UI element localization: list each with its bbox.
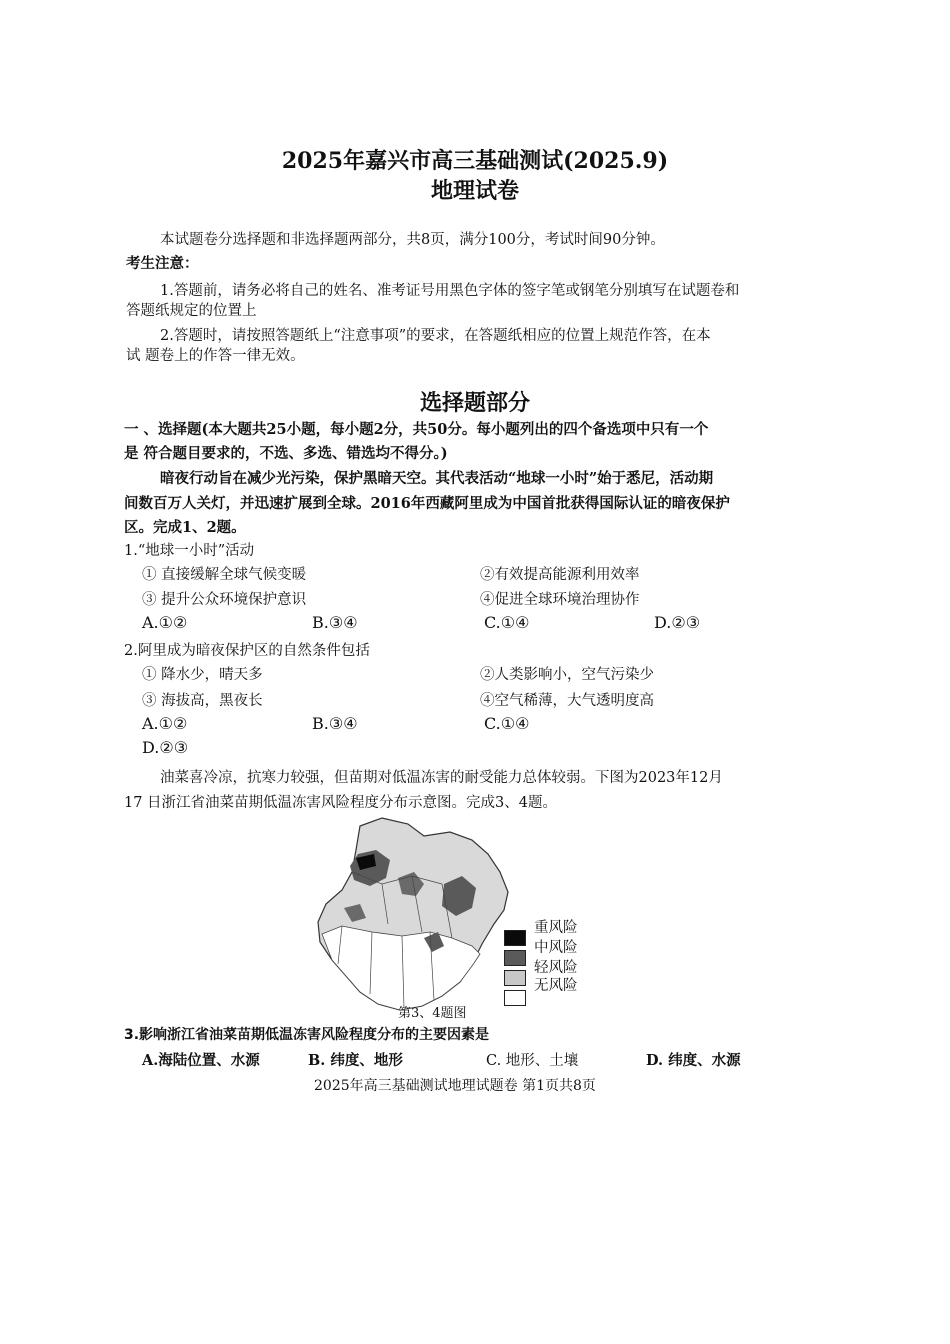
legend-medium-label: 中风险 xyxy=(534,940,578,956)
q2-statement-4: ④空气稀薄，大气透明度高 xyxy=(480,693,654,709)
passage-2-line-1: 油菜喜冷凉，抗寒力较强，但苗期对低温冻害的耐受能力总体较弱。下图为2023年12月 xyxy=(160,770,723,786)
q1-option-d: D.②③ xyxy=(654,613,701,632)
q2-statement-3: ③ 海拔高，黑夜长 xyxy=(142,693,263,709)
notice-label: 考生注意： xyxy=(126,255,199,272)
notice-1-line-1: 1.答题前，请务必将自己的姓名、准考证号用黑色字体的签字笔或钢笔分别填写在试题卷和 xyxy=(160,283,740,299)
q1-statement-3: ③ 提升公众环境保护意识 xyxy=(142,592,307,608)
q1-statement-4: ④促进全球环境治理协作 xyxy=(480,592,640,608)
q3-option-d: D. 纬度、水源 xyxy=(646,1052,741,1069)
q1-option-a: A.①② xyxy=(142,613,188,632)
q3-option-a: A.海陆位置、水源 xyxy=(142,1052,260,1069)
section-instruction-line-2: 是 符合题目要求的，不选、多选、错选均不得分。) xyxy=(124,445,448,462)
legend-light-swatch xyxy=(504,970,526,986)
question-1-stem: 1.“地球一小时”活动 xyxy=(124,543,255,559)
q2-statement-1: ① 降水少，晴天多 xyxy=(142,667,263,683)
question-2-stem: 2.阿里成为暗夜保护区的自然条件包括 xyxy=(124,643,370,659)
legend-medium-swatch xyxy=(504,950,526,966)
notice-2-line-2: 试 题卷上的作答一律无效。 xyxy=(126,348,305,364)
legend-heavy-swatch xyxy=(504,930,526,946)
legend-light-label: 轻风险 xyxy=(534,960,578,976)
legend-none-swatch xyxy=(504,990,526,1006)
figure-caption: 第3、4题图 xyxy=(398,1006,467,1021)
passage-1-line-3: 区。完成1、2题。 xyxy=(124,519,246,536)
q2-option-b: B.③④ xyxy=(312,714,358,733)
q2-option-c: C.①④ xyxy=(484,714,530,733)
notice-2-line-1: 2.答题时，请按照答题纸上“注意事项”的要求，在答题纸相应的位置上规范作答，在本 xyxy=(160,328,711,344)
passage-1-line-2: 间数百万人关灯，并迅速扩展到全球。2016年西藏阿里成为中国首批获得国际认证的暗夜保护 xyxy=(124,495,730,512)
q1-statement-2: ②有效提高能源利用效率 xyxy=(480,567,640,583)
notice-1-line-2: 答题纸规定的位置上 xyxy=(126,303,257,319)
q3-option-c: C. 地形、土壤 xyxy=(486,1053,579,1069)
zhejiang-map-svg xyxy=(312,814,512,1020)
risk-distribution-map xyxy=(312,814,612,1020)
page-footer: 2025年高三基础测试地理试题卷 第1页共8页 xyxy=(314,1078,596,1094)
question-3-stem: 3.影响浙江省油菜苗期低温冻害风险程度分布的主要因素是 xyxy=(124,1027,490,1043)
q2-option-a: A.①② xyxy=(142,714,188,733)
q1-option-b: B.③④ xyxy=(312,613,358,632)
q2-option-d: D.②③ xyxy=(142,738,189,757)
section-instruction-line-1: 一 、选择题(本大题共25小题，每小题2分，共50分。每小题列出的四个备选项中只有一个 xyxy=(124,421,709,438)
page-title: 2025年嘉兴市高三基础测试(2025.9) xyxy=(281,148,669,174)
q3-option-b: B. 纬度、地形 xyxy=(308,1052,403,1069)
passage-2-line-2: 17 日浙江省油菜苗期低温冻害风险程度分布示意图。完成3、4题。 xyxy=(124,795,558,811)
legend-none-label: 无风险 xyxy=(534,978,578,994)
page-subtitle: 地理试卷 xyxy=(430,178,519,204)
q1-option-c: C.①④ xyxy=(484,613,530,632)
q2-statement-2: ②人类影响小，空气污染少 xyxy=(480,667,654,683)
legend-heavy-label: 重风险 xyxy=(534,920,578,936)
section-title: 选择题部分 xyxy=(419,390,530,416)
exam-description: 本试题卷分选择题和非选择题两部分，共8页，满分100分，考试时间90分钟。 xyxy=(160,232,665,248)
passage-1-line-1: 暗夜行动旨在减少光污染，保护黑暗天空。其代表活动“地球一小时”始于悉尼，活动期 xyxy=(160,470,714,487)
q1-statement-1: ① 直接缓解全球气候变暖 xyxy=(142,567,307,583)
